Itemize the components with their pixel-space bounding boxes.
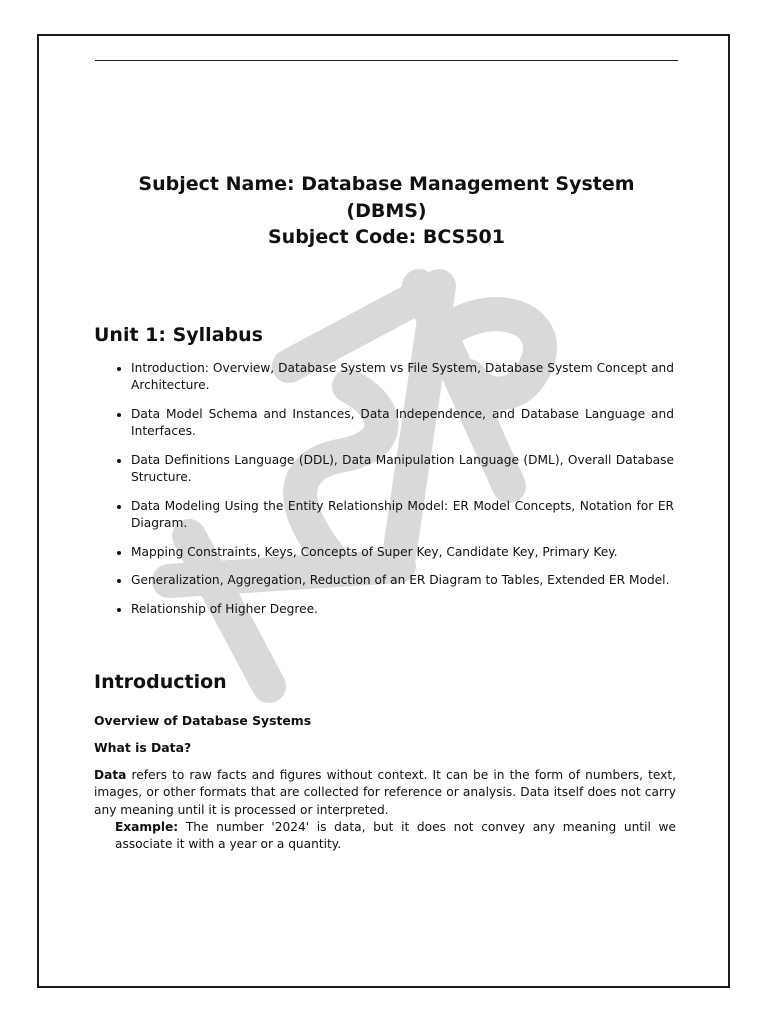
syllabus-item: • Mapping Constraints, Keys, Concepts of Super Key, Candidate Key, Primary Key. [131,544,674,561]
what-is-data-heading: What is Data? [94,740,192,755]
syllabus-item: • Relationship of Higher Degree. [131,601,674,618]
document-page [37,21,730,988]
overview-heading: Overview of Database Systems [94,713,312,728]
data-definition-text: refers to raw facts and figures without context. It can be in the form of numbers, text, images, or other formats that are collected for reference or analysis. Data itself does not carry any meaning until it is processed or interpreted. [94,768,676,817]
subject-code-line: Subject Code: BCS501 [268,226,505,248]
watermark-text: ASAP [39,21,81,40]
syllabus-item: • Introduction: Overview, Database System vs File System, Database System Concept and Architecture. [131,360,674,394]
subject-name-line: Subject Name: Database Management System [138,173,635,195]
introduction-heading: Introduction [94,671,227,693]
subject-title [94,171,679,251]
subject-abbreviation-line: (DBMS) [346,199,427,222]
syllabus-item: • Generalization, Aggregation, Reduction of an ER Diagram to Tables, Extended ER Model. [131,572,674,589]
example-label: Example: [115,820,179,834]
data-definition-paragraph [94,767,676,819]
example-text: The number '2024' is data, but it does not convey any meaning until we associate it with a year or a quantity. [115,820,676,852]
syllabus-item: • Data Model Schema and Instances, Data Independence, and Database Language and Interfaces. [131,406,674,440]
syllabus-item: • Data Modeling Using the Entity Relationship Model: ER Model Concepts, Notation for ER Diagram. [131,498,674,532]
header-rule [95,60,678,61]
unit-heading: Unit 1: Syllabus [94,324,263,346]
syllabus-item: • Data Definitions Language (DDL), Data Manipulation Language (DML), Overall Database Structure. [131,452,674,486]
example-paragraph [94,819,676,854]
syllabus-list [94,360,674,630]
data-term: Data [94,768,127,782]
